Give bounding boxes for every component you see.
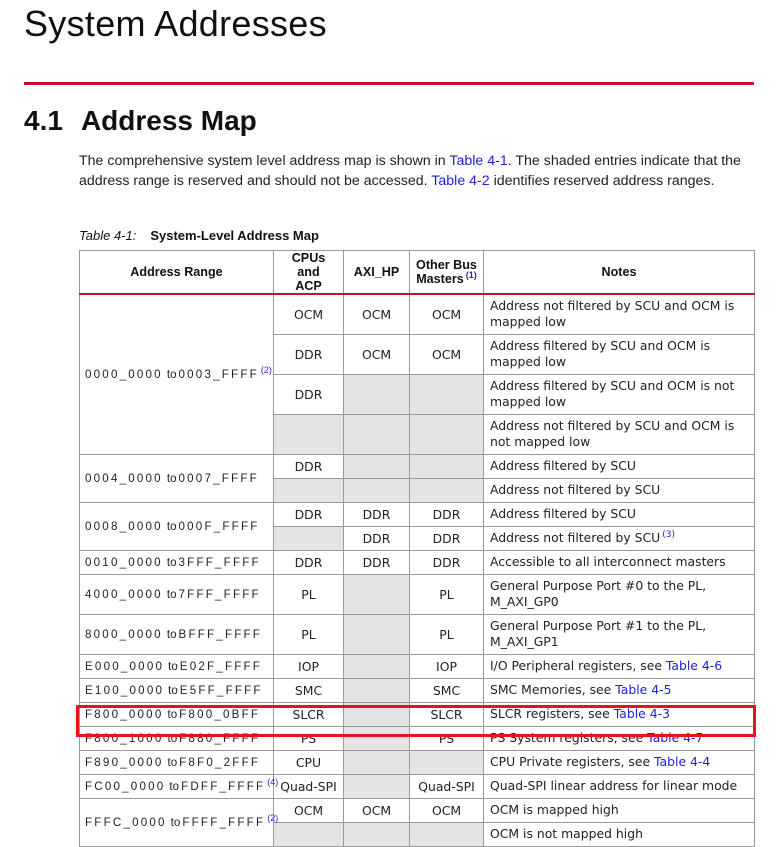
chapter-divider xyxy=(24,82,754,85)
reserved-cell xyxy=(344,614,410,654)
addr-to: BFFF_FFFF xyxy=(178,627,263,641)
notes-cell xyxy=(484,654,755,678)
addr-to-word: to xyxy=(167,731,178,745)
cpus-cell: SLCR xyxy=(274,702,344,726)
section-number: 4.1 xyxy=(24,105,63,136)
footnote-2-link[interactable]: (2) xyxy=(260,364,272,375)
table-row xyxy=(80,574,755,614)
table-row xyxy=(80,654,755,678)
cpus-cell: Quad-SPI xyxy=(274,774,344,798)
axi-hp-cell: DDR xyxy=(344,550,410,574)
header-other-bus-masters xyxy=(410,251,484,295)
address-range-cell xyxy=(80,726,274,750)
addr-from: 0010_0000 xyxy=(85,555,163,569)
reserved-cell xyxy=(344,574,410,614)
reserved-cell xyxy=(410,374,484,414)
addr-to: 0007_FFFF xyxy=(178,471,259,485)
addr-to: FDFF_FFFF xyxy=(181,779,266,793)
table-caption xyxy=(79,228,319,243)
addr-to-word: to xyxy=(166,471,177,485)
section-title: Address Map xyxy=(80,105,257,136)
reserved-cell xyxy=(344,750,410,774)
link-table-4-7[interactable]: Table 4-7 xyxy=(647,729,704,745)
reserved-cell xyxy=(344,678,410,702)
footnote-4-link[interactable]: (4) xyxy=(267,776,279,787)
reserved-cell xyxy=(344,726,410,750)
address-map-table xyxy=(79,250,755,847)
table-row xyxy=(80,454,755,478)
table-row xyxy=(80,798,755,822)
addr-to: E5FF_FFFF xyxy=(179,683,263,697)
addr-from: F800_1000 xyxy=(85,731,164,745)
reserved-cell xyxy=(274,822,344,846)
addr-to: F880_FFFF xyxy=(179,731,261,745)
notes-cell: Quad-SPI linear address for linear mode xyxy=(484,774,755,798)
other-masters-cell: OCM xyxy=(410,798,484,822)
reserved-cell xyxy=(344,702,410,726)
header-address-range: Address Range xyxy=(80,251,274,295)
address-range-cell xyxy=(80,798,279,846)
address-range-cell xyxy=(80,574,274,614)
address-range-cell xyxy=(80,454,274,502)
addr-to: 000F_FFFF xyxy=(178,519,260,533)
addr-to-word: to xyxy=(166,519,177,533)
addr-to: FFFF_FFFF xyxy=(182,815,266,829)
link-table-4-1[interactable]: Table 4-1 xyxy=(449,153,508,169)
addr-to-word: to xyxy=(167,707,178,721)
cpus-cell: OCM xyxy=(274,798,344,822)
address-range-cell xyxy=(80,750,274,774)
table-caption-label: Table 4-1: xyxy=(79,228,137,243)
notes-cell xyxy=(484,526,755,550)
address-range-cell xyxy=(80,502,274,550)
notes-cell: General Purpose Port #0 to the PL, M_AXI_GP0 xyxy=(484,574,755,614)
cpus-cell: DDR xyxy=(274,550,344,574)
notes-cell: Address filtered by SCU and OCM is not mapped low xyxy=(484,374,755,414)
header-notes: Notes xyxy=(484,251,755,295)
other-masters-cell: OCM xyxy=(410,334,484,374)
footnote-3-link[interactable]: (3) xyxy=(662,529,675,540)
note-text: SMC Memories, see xyxy=(490,681,616,697)
table-row xyxy=(80,614,755,654)
header-cpus-acp xyxy=(274,251,344,295)
addr-from: F890_0000 xyxy=(85,755,164,769)
header-cpus-line2: ACP xyxy=(295,279,322,293)
section-heading xyxy=(24,102,257,140)
addr-to-word: to xyxy=(166,627,177,641)
cpus-cell: PL xyxy=(274,574,344,614)
notes-cell: Accessible to all interconnect masters xyxy=(484,550,755,574)
cpus-cell: DDR xyxy=(274,454,344,478)
addr-from: 0008_0000 xyxy=(85,519,163,533)
reserved-cell xyxy=(344,822,410,846)
note-text: CPU Private registers, see xyxy=(490,753,655,769)
reserved-cell xyxy=(274,478,344,502)
notes-cell: Address filtered by SCU xyxy=(484,502,755,526)
table-row xyxy=(80,502,755,526)
cpus-cell: OCM xyxy=(274,294,344,334)
note-text: SLCR registers, see xyxy=(490,705,614,721)
header-axi-hp: AXI_HP xyxy=(344,251,410,295)
reserved-cell xyxy=(344,478,410,502)
reserved-cell xyxy=(410,822,484,846)
notes-cell: Address filtered by SCU xyxy=(484,454,755,478)
notes-cell: Address filtered by SCU and OCM is mapped low xyxy=(484,334,755,374)
chapter-title: System Addresses xyxy=(24,3,327,44)
note-text: PS System registers, see xyxy=(490,729,648,745)
addr-from: FFFC_0000 xyxy=(85,815,167,829)
axi-hp-cell: DDR xyxy=(344,526,410,550)
notes-cell xyxy=(484,702,755,726)
notes-cell: OCM is mapped high xyxy=(484,798,755,822)
addr-to-word: to xyxy=(170,815,181,829)
other-masters-cell: DDR xyxy=(410,550,484,574)
addr-to: 0003_FFFF xyxy=(178,367,259,381)
addr-to-word: to xyxy=(168,683,178,697)
addr-to-word: to xyxy=(166,555,177,569)
reserved-cell xyxy=(344,414,410,454)
link-table-4-3[interactable]: Table 4-3 xyxy=(613,705,670,721)
addr-from: 8000_0000 xyxy=(85,627,163,641)
addr-to: F8F0_2FFF xyxy=(179,755,261,769)
footnote-1-link[interactable]: (1) xyxy=(465,269,477,280)
cpus-cell: SMC xyxy=(274,678,344,702)
reserved-cell xyxy=(344,374,410,414)
cpus-cell: CPU xyxy=(274,750,344,774)
addr-to: 7FFF_FFFF xyxy=(178,587,261,601)
address-range-cell xyxy=(80,654,274,678)
link-table-4-6[interactable]: Table 4-6 xyxy=(665,657,723,673)
reserved-cell xyxy=(410,414,484,454)
table-caption-title: System-Level Address Map xyxy=(150,228,319,243)
addr-to: F800_0BFF xyxy=(179,707,261,721)
table-row xyxy=(80,750,755,774)
intro-paragraph xyxy=(79,152,759,191)
table-row-slcr-highlighted xyxy=(80,702,755,726)
addr-to: E02F_FFFF xyxy=(179,659,263,673)
cpus-cell: DDR xyxy=(274,502,344,526)
note-text: I/O Peripheral registers, see xyxy=(490,657,666,673)
address-range-cell xyxy=(80,678,274,702)
header-cpus-line1: CPUs and xyxy=(291,251,326,279)
reserved-cell xyxy=(274,526,344,550)
other-masters-cell: DDR xyxy=(410,502,484,526)
header-other-line1: Other Bus xyxy=(416,258,477,272)
notes-cell xyxy=(484,750,755,774)
cpus-cell: DDR xyxy=(274,374,344,414)
axi-hp-cell: OCM xyxy=(344,798,410,822)
table-row xyxy=(80,774,755,798)
address-range-cell xyxy=(80,702,274,726)
notes-cell: Address not filtered by SCU and OCM is not mapped low xyxy=(484,414,755,454)
table-header-row xyxy=(80,251,755,295)
cpus-cell: DDR xyxy=(274,334,344,374)
link-table-4-4[interactable]: Table 4-4 xyxy=(654,753,711,769)
addr-to-word: to xyxy=(167,755,178,769)
table-row xyxy=(80,726,755,750)
reserved-cell xyxy=(344,774,410,798)
reserved-cell xyxy=(410,454,484,478)
addr-from: F800_0000 xyxy=(85,707,164,721)
axi-hp-cell: OCM xyxy=(344,334,410,374)
cpus-cell: PL xyxy=(274,614,344,654)
addr-from: E000_0000 xyxy=(85,659,165,673)
reserved-cell xyxy=(410,750,484,774)
addr-to-word: to xyxy=(166,587,177,601)
intro-text-3: identifies reserved address ranges. xyxy=(489,172,715,189)
notes-cell: OCM is not mapped high xyxy=(484,822,755,846)
address-range-cell xyxy=(80,614,274,654)
other-masters-cell: Quad-SPI xyxy=(410,774,484,798)
reserved-cell xyxy=(344,454,410,478)
addr-to-word: to xyxy=(166,367,177,381)
cpus-cell: IOP xyxy=(274,654,344,678)
addr-from: E100_0000 xyxy=(85,683,165,697)
addr-to-word: to xyxy=(169,779,180,793)
reserved-cell xyxy=(274,414,344,454)
other-masters-cell: DDR xyxy=(410,526,484,550)
other-masters-cell: OCM xyxy=(410,294,484,334)
link-table-4-5[interactable]: Table 4-5 xyxy=(615,681,672,697)
address-range-cell xyxy=(80,774,279,798)
header-other-line2: Masters xyxy=(416,272,464,286)
addr-from: 4000_0000 xyxy=(85,587,163,601)
link-table-4-2[interactable]: Table 4-2 xyxy=(431,172,490,189)
notes-cell: General Purpose Port #1 to the PL, M_AXI_GP1 xyxy=(484,614,755,654)
table-row xyxy=(80,550,755,574)
other-masters-cell: PL xyxy=(410,614,484,654)
table-row xyxy=(80,294,755,334)
notes-cell xyxy=(484,726,755,750)
other-masters-cell: PS xyxy=(410,726,484,750)
notes-cell: Address not filtered by SCU and OCM is mapped low xyxy=(484,294,755,334)
addr-from: FC00_0000 xyxy=(85,779,166,793)
other-masters-cell: PL xyxy=(410,574,484,614)
other-masters-cell: IOP xyxy=(410,654,484,678)
reserved-cell xyxy=(344,654,410,678)
address-range-cell xyxy=(80,294,274,454)
axi-hp-cell: DDR xyxy=(344,502,410,526)
intro-text-1: The comprehensive system level address map is shown in xyxy=(79,153,450,169)
addr-from: 0000_0000 xyxy=(85,367,163,381)
addr-to-word: to xyxy=(168,659,178,673)
note-text: Address not filtered by SCU xyxy=(490,529,661,545)
other-masters-cell: SMC xyxy=(410,678,484,702)
axi-hp-cell: OCM xyxy=(344,294,410,334)
table-row xyxy=(80,678,755,702)
reserved-cell xyxy=(410,478,484,502)
intro-text-2: . The shaded entries indicate that the address range is reserved and should not be accessed. xyxy=(79,153,741,189)
notes-cell xyxy=(484,678,755,702)
addr-to: 3FFF_FFFF xyxy=(178,555,261,569)
footnote-2-link[interactable]: (2) xyxy=(267,812,279,823)
cpus-cell: PS xyxy=(274,726,344,750)
other-masters-cell: SLCR xyxy=(410,702,484,726)
address-range-cell xyxy=(80,550,274,574)
addr-from: 0004_0000 xyxy=(85,471,163,485)
notes-cell: Address not filtered by SCU xyxy=(484,478,755,502)
